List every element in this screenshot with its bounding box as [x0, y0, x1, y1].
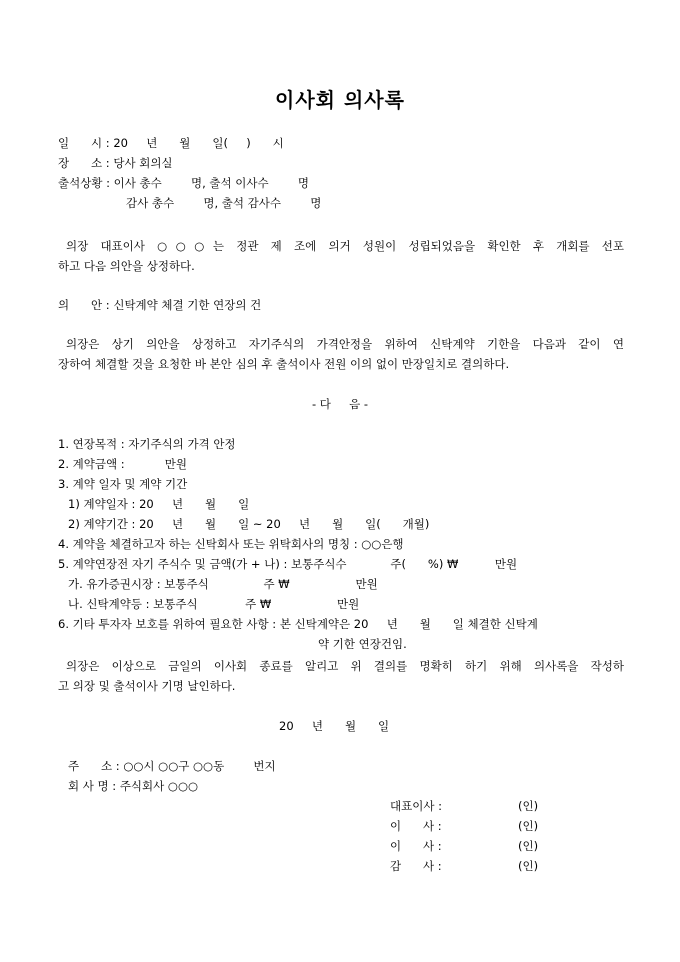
item-3-1: 1) 계약일자 : 20 년 월 일 [68, 497, 250, 511]
item-2: 2. 계약금액 : 만원 [58, 457, 188, 471]
item-3-2: 2) 계약기간 : 20 년 월 일 ~ 20 년 월 일( 개월) [68, 517, 430, 531]
item-5-a: 가. 유가증권시장 : 보통주식 주 ₩ 만원 [68, 577, 378, 591]
closing-line-2: 고 의장 및 출석이사 기명 날인하다. [58, 679, 236, 693]
attendance-auditors: 감사 총수 명, 출석 감사수 명 [126, 196, 322, 210]
opening-line-1: 의장 대표이사 ○○○는 정관 제 조에 의거 성원이 성립되었음을 확인한 후 개회를 선포 [66, 239, 624, 253]
document-title: 이사회 의사록 [275, 88, 405, 112]
item-3: 3. 계약 일자 및 계약 기간 [58, 477, 188, 491]
resolution-line-1: 의장은 상기 의안을 상정하고 자기주식의 가격안정을 위하여 신탁계약 기한을 다음과 같이 연 [66, 337, 624, 351]
company-address: 주 소 : ○○시 ○○구 ○○동 번지 [68, 759, 276, 773]
agenda-line: 의 안 : 신탁계약 체결 기한 연장의 건 [58, 298, 262, 312]
signature-role-auditor: 감 사 : [390, 859, 442, 873]
item-5-b: 나. 신탁계약등 : 보통주식 주 ₩ 만원 [68, 597, 360, 611]
meeting-place: 장 소 : 당사 회의실 [58, 156, 173, 170]
company-name: 회 사 명 : 주식회사 ○○○ [68, 779, 199, 793]
signature-role-ceo: 대표이사 : [390, 799, 442, 813]
meeting-datetime: 일 시 : 20 년 월 일( ) 시 [58, 136, 284, 150]
item-4: 4. 계약을 체결하고자 하는 신탁회사 또는 위탁회사의 명칭 : ○○은행 [58, 537, 404, 551]
item-5: 5. 계약연장전 자기 주식수 및 금액(가 + 나) : 보통주식수 주( %) ₩ 만원 [58, 557, 518, 571]
seal-mark: (인) [518, 819, 539, 833]
item-1: 1. 연장목적 : 자기주식의 가격 안정 [58, 437, 236, 451]
seal-mark: (인) [518, 799, 539, 813]
opening-line-2: 하고 다음 의안을 상정하다. [58, 259, 195, 273]
following-heading: - 다 음 - [311, 397, 369, 411]
attendance-directors: 출석상황 : 이사 총수 명, 출석 이사수 명 [58, 176, 309, 190]
signature-role-director: 이 사 : [390, 819, 442, 833]
signature-role-director: 이 사 : [390, 839, 442, 853]
item-6-line-2: 약 기한 연장건임. [318, 637, 407, 651]
resolution-line-2: 장하여 체결할 것을 요청한 바 본안 심의 후 출석이사 전원 이의 없이 만장일치로 결의하다. [58, 357, 510, 371]
date-line: 20 년 월 일 [279, 719, 390, 733]
seal-mark: (인) [518, 839, 539, 853]
closing-line-1: 의장은 이상으로 금일의 이사회 종료를 알리고 위 결의를 명확히 하기 위해 의사록을 작성하 [66, 659, 624, 673]
seal-mark: (인) [518, 859, 539, 873]
item-6-line-1: 6. 기타 투자자 보호를 위하여 필요한 사항 : 본 신탁계약은 20 년 월 일 체결한 신탁계 [58, 617, 538, 631]
